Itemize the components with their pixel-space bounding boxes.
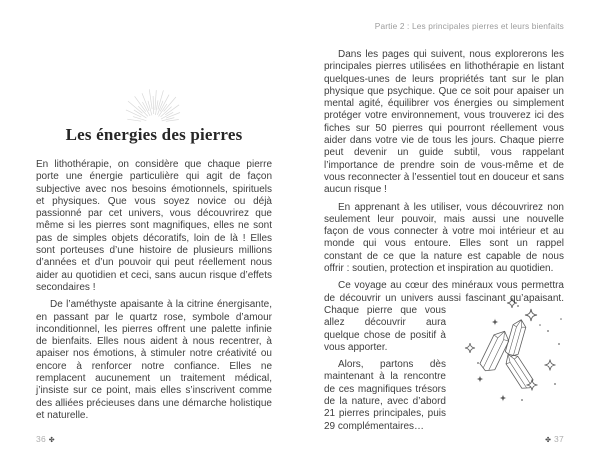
footer-ornament-icon: ✤ — [48, 436, 55, 444]
paragraph: En lithothérapie, on considère que chaque pierre porte une énergie particulière qui agit de façon subjective avec nos besoins émotionnels, spirituels et physiques. Que vous soyez novice ou déjà passionné par cet univers, vous découvrirez que même si les pierres sont magnifiques, elles ne sont pas de simples objets décoratifs, loin de là ! Elles sont porteuses d’une histoire de plusieurs millions d’années et d’un pouvoir qui peut réellement nous aider au quotidien et ceci, sans aucun risque d’effets secondaires ! — [36, 159, 272, 293]
chapter-head — [36, 82, 272, 145]
running-header: Partie 2 : Les principales pierres et leurs bienfaits — [374, 21, 564, 31]
footer-ornament-icon: ✤ — [545, 436, 552, 444]
paragraph: Ce voyage au cœur des minéraux vous permettra de découvrir un univers aussi fascinant qu’apaisant. Chaque pierre que vous allez découvrir aura quelque chose de positif à vous apporter. — [324, 280, 564, 353]
page-right — [324, 0, 564, 464]
page-left — [36, 0, 272, 464]
paragraph: Dans les pages qui suivent, nous explorerons les principales pierres utilisées en lithothérapie en listant quelques-unes de leurs propriétés tant sur le plan physique que psychique. Que ce soit pour apaiser un mental agité, équilibrer vos énergies ou simplement protéger votre environnement, vous trouverez ici des fiches sur 50 pierres qui pourront réellement vous aider dans votre vie de tous les jours. Chaque pierre peut devenir un guide subtil, vous rappelant l’importance de prendre soin de vous-même et de vous reconnecter à l’essentiel tout en douceur et sans aucun risque ! — [324, 49, 564, 196]
chapter-title: Les énergies des pierres — [65, 125, 243, 144]
sparkle-icons — [465, 298, 556, 402]
sunburst-rays-icon — [112, 82, 196, 122]
paragraph: Alors, partons dès maintenant à la rencontre de ces magnifiques trésors de la nature, avec d’abord 21 pierres principales, puis 29 complémentaires… — [324, 359, 446, 432]
page-footer-left — [36, 434, 55, 444]
page-number-right: 37 — [553, 434, 564, 444]
left-page-body — [36, 159, 272, 422]
paragraph: En apprenant à les utiliser, vous découvrirez non seulement leur pouvoir, mais aussi une nouvelle façon de vous connecter à votre moi intérieur et au monde qui vous entoure. Elles sont un rappel constant de ce que la nature est capable de nous offrir : soutien, protection et inspiration au quotidien. — [324, 201, 564, 275]
page-number-left: 36 — [36, 434, 47, 444]
crystals-drawing — [464, 297, 564, 415]
right-page-body — [324, 49, 564, 433]
sparkle-dots — [477, 305, 562, 401]
paragraph: De l’améthyste apaisante à la citrine énergisante, en passant par le quartz rose, symbole d’amour inconditionnel, les pierres offrent une palette infinie de bienfaits. Elles nous aident à nous recentrer, à apaiser nos émotions, à stimuler notre créativité ou encore à renforcer notre confiance. Elles ne remplacent aucunement un traitement médical, j’insiste sur ce point, mais elles s’inscrivent comme des alliées précieuses dans une démarche holistique et naturelle. — [36, 299, 272, 421]
page-footer-right — [545, 434, 564, 444]
